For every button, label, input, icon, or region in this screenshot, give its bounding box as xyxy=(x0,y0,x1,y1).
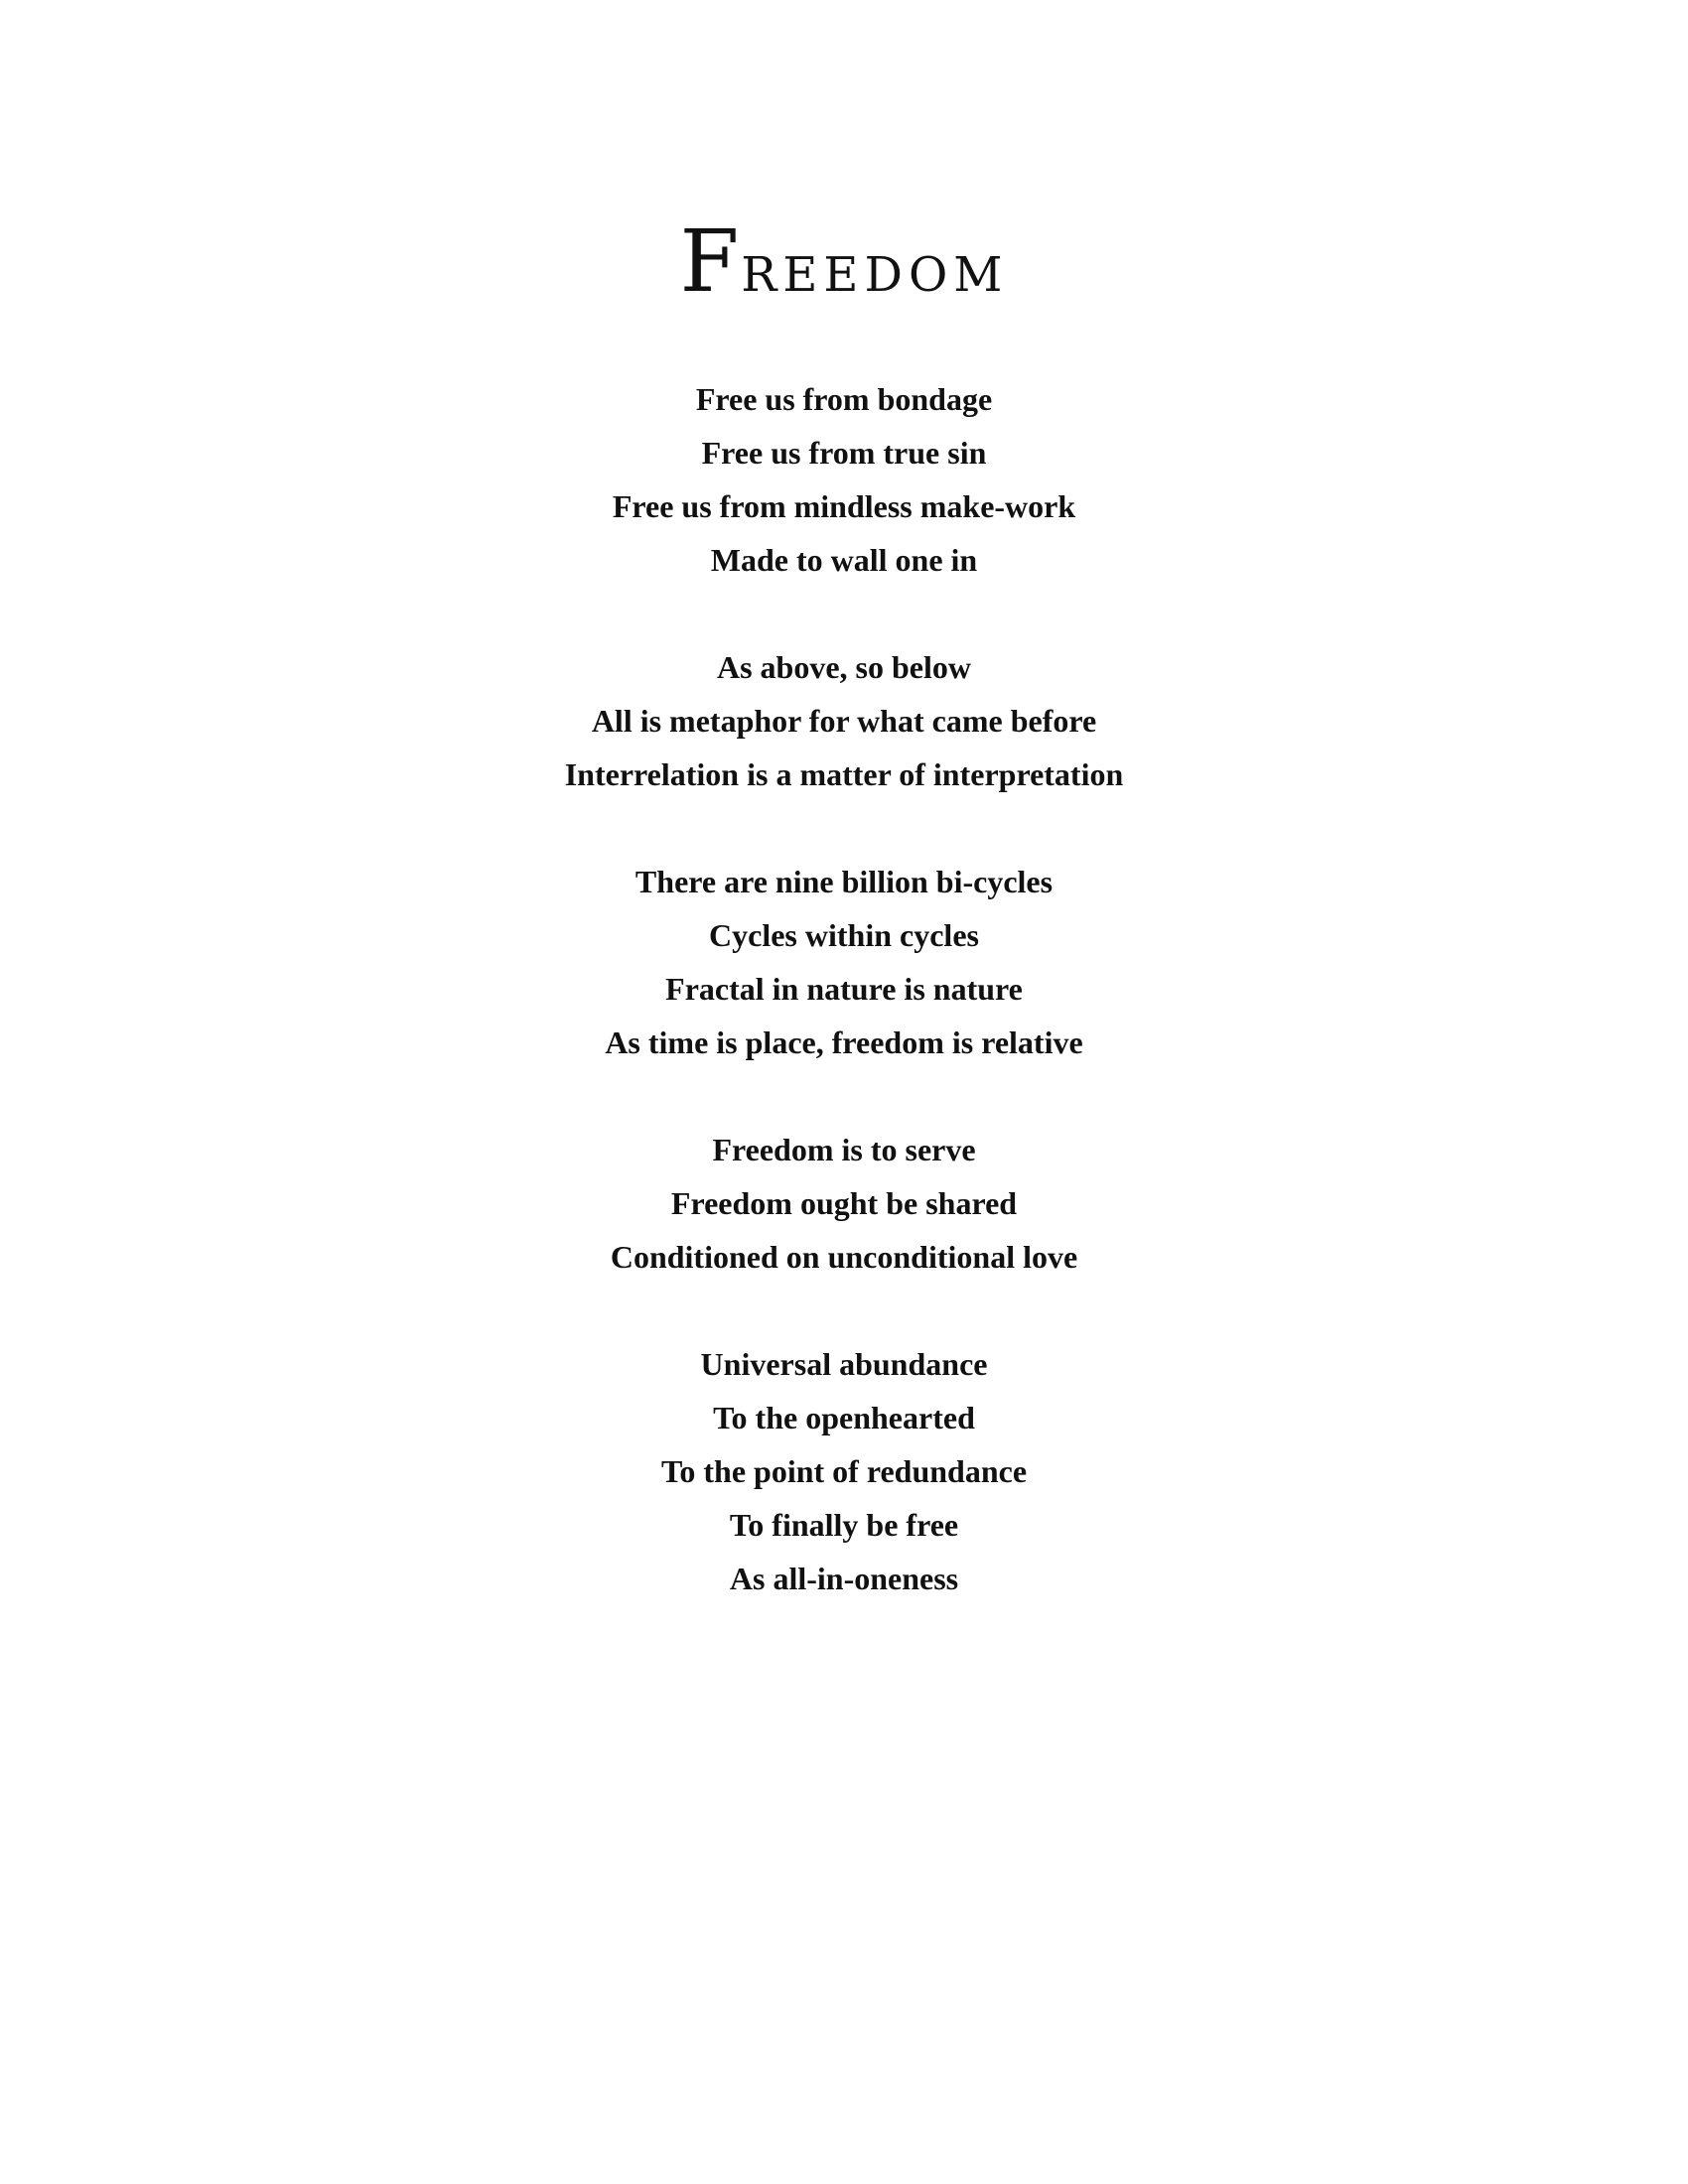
poem-line: Universal abundance xyxy=(700,1346,988,1382)
poem-line: Conditioned on unconditional love xyxy=(610,1239,1078,1275)
poem-line: To the openhearted xyxy=(713,1400,975,1435)
poem-line: Freedom ought be shared xyxy=(670,1185,1018,1221)
title-rest: REEDOM xyxy=(741,247,1009,304)
stanza-3 xyxy=(0,855,1688,1069)
poem-line: There are nine billion bi-cycles xyxy=(634,864,1054,899)
stanza-5 xyxy=(0,1337,1688,1605)
title-initial: F xyxy=(679,212,742,313)
poem-line: Interrelation is a matter of interpretation xyxy=(564,756,1124,792)
poem-line: All is metaphor for what came before xyxy=(591,703,1097,739)
stanza-2 xyxy=(0,640,1688,801)
poem-title xyxy=(0,212,1688,315)
poem-line: Made to wall one in xyxy=(710,542,978,578)
stanza-4 xyxy=(0,1123,1688,1284)
poem-line: Free us from mindless make-work xyxy=(612,488,1076,524)
poem-line: As above, so below xyxy=(716,649,971,685)
poem-line: To finally be free xyxy=(729,1507,959,1543)
poem-line: Fractal in nature is nature xyxy=(665,971,1023,1007)
poem-line: Freedom is to serve xyxy=(712,1132,976,1167)
poem-body xyxy=(0,372,1688,1659)
poem-line: Free us from true sin xyxy=(701,435,987,471)
poem-line: To the point of redundance xyxy=(660,1453,1028,1489)
stanza-1 xyxy=(0,372,1688,587)
poem-line: Cycles within cycles xyxy=(709,917,979,953)
poem-line: Free us from bondage xyxy=(695,381,993,417)
poem-line: As all-in-oneness xyxy=(729,1561,959,1596)
poem-line: As time is place, freedom is relative xyxy=(605,1024,1083,1060)
